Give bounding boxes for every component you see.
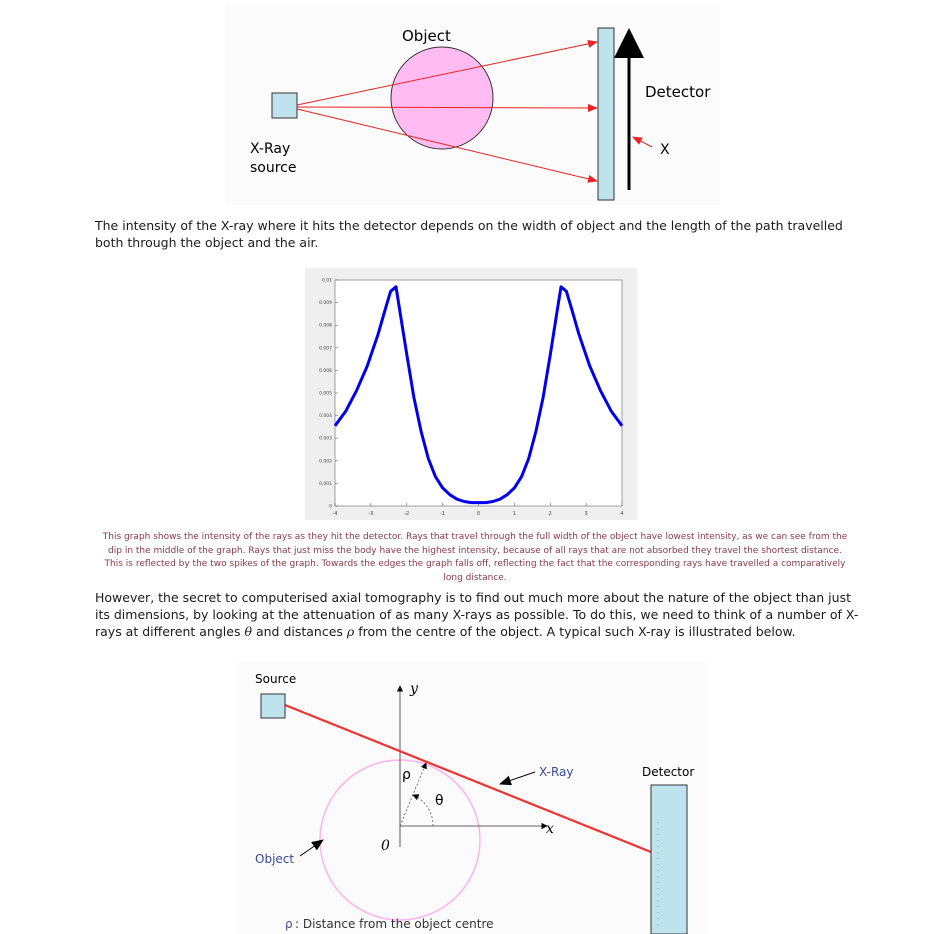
- x-tick-label: 0: [476, 511, 481, 517]
- theta-label: θ: [435, 793, 444, 809]
- x-tick-label: -1: [440, 511, 446, 517]
- object-label: Object: [402, 27, 451, 45]
- source-box: [261, 694, 285, 718]
- detector-bar: [651, 785, 687, 934]
- y-tick-label: 0.004: [319, 414, 332, 420]
- rho-label: ρ: [402, 767, 411, 783]
- y-tick-label: 0.006: [319, 368, 332, 374]
- source-label: Source: [255, 672, 297, 686]
- y-tick-label: 0.007: [319, 346, 332, 352]
- detector-bar: [598, 28, 614, 200]
- paragraph-intensity: The intensity of the X-ray where it hits the detector depends on the width of object and the length of the path travelled both through the object and the air.: [95, 218, 843, 250]
- y-tick-label: 0.005: [319, 391, 332, 397]
- xray-label: X-Ray: [539, 765, 574, 779]
- para2-text-1: However, the secret to computerised axial tomography is to find out much more about the nature of the object than just its dimensions, by looking at the attenuation of as many X-rays as possible. To do this, we need to think of a number of X-rays at different angles: [95, 590, 859, 639]
- y-tick-label: 0.008: [319, 323, 332, 329]
- legend-rho-symbol: ρ: [285, 917, 293, 931]
- xray-angle-diagram: [237, 662, 707, 934]
- x-tick-label: -4: [332, 511, 338, 517]
- origin-label: 0: [381, 838, 390, 854]
- plot-area: [335, 280, 622, 506]
- x-axis-label: x: [546, 821, 554, 837]
- object-circle: [391, 47, 493, 149]
- y-tick-label: 0.009: [319, 301, 332, 307]
- source-label-line1: X-Ray: [250, 141, 291, 157]
- source-label-line2: source: [250, 160, 297, 176]
- para2-text-3: from the centre of the object. A typical such X-ray is illustrated below.: [354, 624, 796, 639]
- x-tick-label: 3: [584, 511, 588, 517]
- legend-text: : Distance from the object centre: [295, 917, 494, 931]
- intensity-chart: [305, 268, 637, 520]
- rho-symbol: ρ: [346, 624, 355, 639]
- x-tick-label: 4: [620, 511, 624, 517]
- x-tick-label: 2: [548, 511, 552, 517]
- y-tick-label: 0.002: [319, 459, 332, 465]
- theta-symbol: θ: [244, 624, 252, 639]
- xray-source-box: [272, 93, 297, 118]
- x-label: X: [660, 142, 670, 158]
- xray-setup-diagram: [225, 5, 720, 205]
- para2-text-2: and distances: [251, 624, 347, 639]
- y-axis-label: y: [410, 681, 418, 697]
- y-tick-label: 0.003: [319, 436, 332, 442]
- paragraph-tomography: [95, 589, 865, 640]
- detector-label: Detector: [642, 765, 695, 779]
- detector-label: Detector: [645, 83, 711, 101]
- x-tick-label: -3: [368, 511, 374, 517]
- x-tick-label: -2: [404, 511, 410, 517]
- object-label: Object: [255, 852, 295, 866]
- x-tick-label: 1: [512, 511, 516, 517]
- y-tick-label: 0.001: [319, 481, 332, 487]
- chart-caption: This graph shows the intensity of the rays as they hit the detector. Rays that travel through the full width of the object have lowest intensity, as we can see from the dip in the middle of the graph. Rays that just miss the body have the highest intensity, because of all rays that are not absorbed they travel the shortest distance. This is reflected by the two spikes of the graph. Towards the edges the graph falls off, reflecting the fact that the corresponding rays have travelled a comparatively long distance.: [102, 532, 848, 583]
- y-tick-label: 0: [329, 504, 332, 510]
- y-tick-label: 0.01: [321, 278, 332, 284]
